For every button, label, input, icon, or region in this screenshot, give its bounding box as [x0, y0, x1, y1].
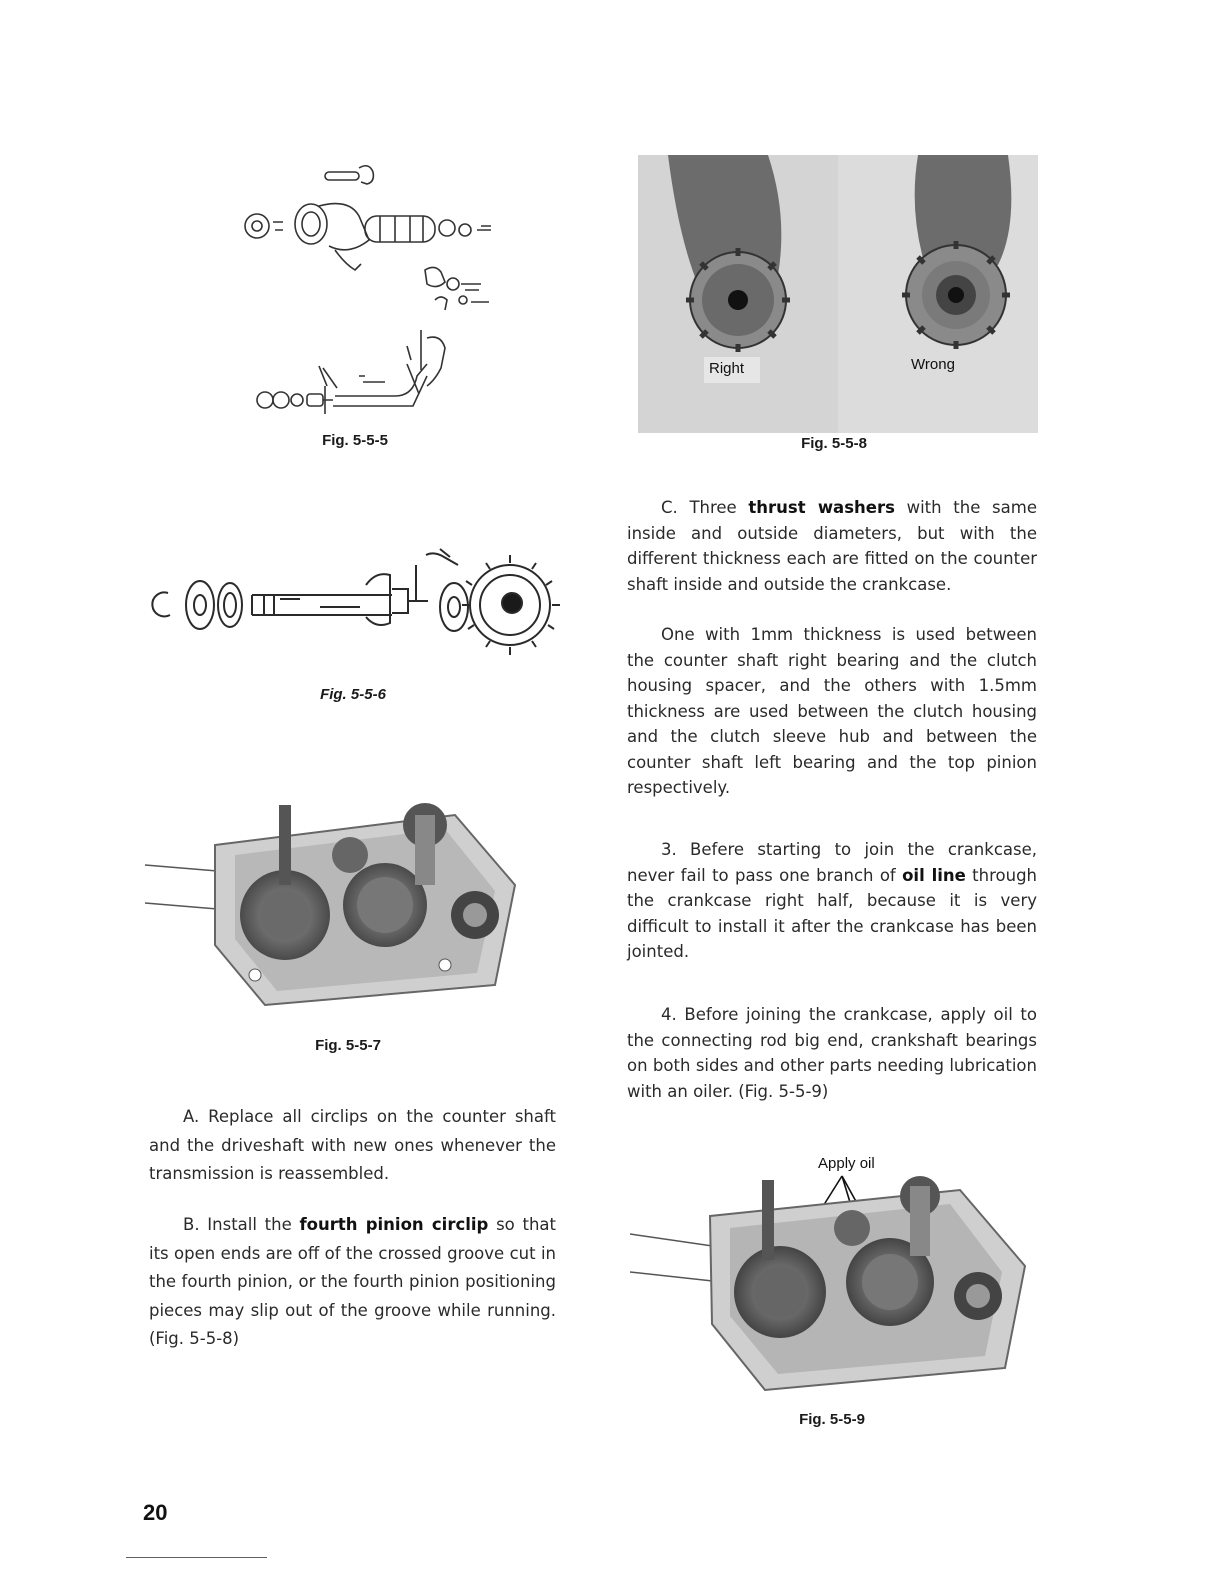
paragraph-c [627, 495, 1037, 597]
paragraph-b-bold: fourth pinion circlip [299, 1215, 489, 1234]
figure-5-5-8-caption: Fig. 5-5-8 [801, 435, 867, 452]
figure-5-5-7 [145, 795, 530, 1015]
figure-5-5-8 [638, 155, 1038, 433]
paragraph-c-bold: thrust washers [748, 498, 895, 517]
label-right: Right [709, 360, 745, 377]
paragraph-b-end: so that its open ends are off of the crossed groove cut in the fourth pinion, or the fourth pinion positioning pieces may slip out of the groove while running. (Fig. 5-5-8) [149, 1215, 557, 1348]
paragraph-b [149, 1211, 556, 1354]
gearshift-drawing [215, 160, 515, 420]
figure-5-5-9 [630, 1172, 1035, 1400]
paragraph-c-end: with the same inside and outside diameters, but with the different thickness each are fitted on the counter shaft inside and outside the crankcase. [627, 498, 1037, 594]
paragraph-a: A. Replace all circlips on the counter shaft and the driveshaft with new ones whenever the transmission is reassembled. [149, 1107, 556, 1183]
figure-5-5-9-caption: Fig. 5-5-9 [799, 1411, 865, 1428]
figure-5-5-5-caption: Fig. 5-5-5 [322, 432, 388, 449]
figure-5-5-6-caption: Fig. 5-5-6 [320, 686, 386, 703]
paragraph-3-end: through the crankcase right half, because it is very difficult to install it after the crankcase has been jointed. [627, 865, 1038, 961]
gearbox-photo [145, 795, 530, 1015]
paragraph-b-start: B. Install the [183, 1215, 300, 1234]
paragraph-3 [627, 837, 1037, 965]
paragraph-c2: One with 1mm thickness is used between the counter shaft right bearing and the clutch housing spacer, and the others with 1.5mm thickness are used between the clutch housing and the clutch sleeve hub and between the counter shaft left bearing and the top pinion respectively. [627, 625, 1037, 797]
countershaft-drawing [140, 545, 565, 660]
paragraph-4: 4. Before joining the crankcase, apply oil to the connecting rod big end, crankshaft bearings on both sides and other parts needing lubrication with an oiler. (Fig. 5-5-9) [627, 1005, 1037, 1101]
crankcase-photo [630, 1172, 1035, 1400]
page-number: 20 [143, 1500, 168, 1525]
figure-5-5-5 [215, 160, 515, 420]
footer-rule [126, 1557, 267, 1558]
paragraph-c-start: C. Three [661, 498, 749, 517]
apply-oil-callout: Apply oil [818, 1155, 875, 1172]
pinion-photo [638, 155, 1038, 433]
label-wrong: Wrong [911, 356, 955, 373]
paragraph-3-start: 3. Befere starting to join the crankcase, never fail to pass one branch of [627, 840, 1037, 885]
figure-5-5-6 [140, 545, 565, 660]
figure-5-5-7-caption: Fig. 5-5-7 [315, 1037, 381, 1054]
paragraph-3-bold: oil line [902, 865, 966, 885]
